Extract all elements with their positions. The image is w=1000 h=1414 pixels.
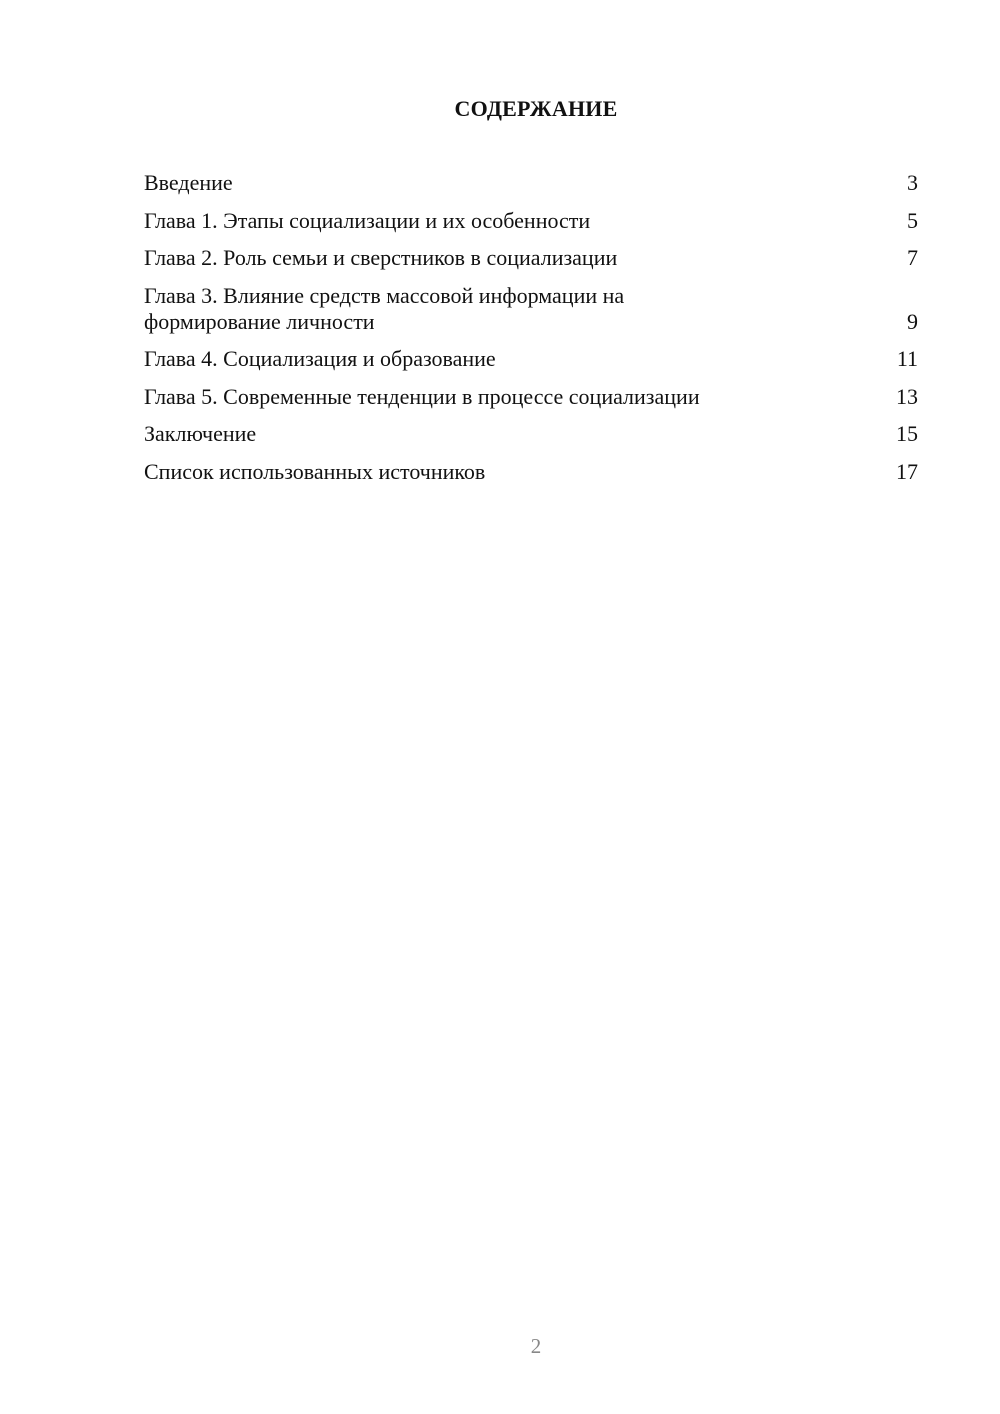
toc-entry-chapter-4 [144, 346, 918, 372]
toc-entry-chapter-1 [144, 208, 918, 234]
toc-entry-page: 13 [896, 383, 918, 409]
toc-entry-page: 9 [907, 308, 918, 334]
toc-entry-label: Глава 1. Этапы социализации и их особенности [144, 207, 591, 233]
toc-entry-page: 15 [896, 421, 918, 446]
toc-entry-references [144, 459, 918, 485]
toc-entry-label: Заключение [144, 421, 257, 446]
table-of-contents [144, 170, 918, 496]
toc-entry-chapter-5 [144, 384, 918, 410]
toc-entry-page: 7 [907, 245, 918, 270]
toc-entry-chapter-3 [144, 283, 918, 335]
toc-entry-page: 11 [896, 346, 918, 371]
toc-title: СОДЕРЖАНИЕ [454, 96, 618, 121]
toc-entry-label: Глава 3. Влияние средств массовой информации на формирование личности [144, 282, 625, 334]
toc-entry-page: 5 [907, 207, 918, 233]
toc-entry-label: Глава 2. Роль семьи и сверстников в социализации [144, 245, 618, 270]
toc-entry-chapter-2 [144, 245, 918, 271]
toc-entry-label: Глава 4. Социализация и образование [144, 346, 496, 371]
toc-entry-page: 3 [907, 170, 918, 195]
toc-heading-container [144, 96, 928, 122]
toc-entry-page: 17 [896, 458, 918, 484]
page-number: 2 [530, 1334, 542, 1358]
toc-entry-introduction [144, 170, 918, 196]
toc-entry-label: Введение [144, 170, 233, 195]
toc-entry-conclusion [144, 421, 918, 447]
toc-entry-label: Список использованных источников [144, 458, 486, 484]
toc-entry-label: Глава 5. Современные тенденции в процессе социализации [144, 383, 700, 409]
